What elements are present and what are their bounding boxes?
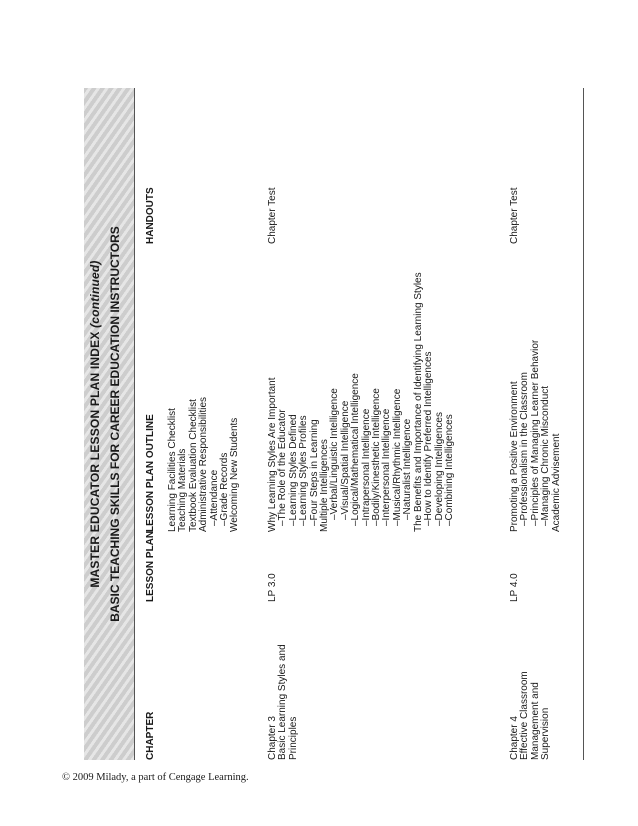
outline-item: –Four Steps in Learning <box>308 419 320 526</box>
outline-item: –How to Identify Preferred Intelligences <box>423 351 435 526</box>
outline-cell <box>510 340 562 532</box>
page-title <box>88 88 102 760</box>
chapter-line: Basic Learning Styles and <box>277 644 289 760</box>
outline-item: The Benefits and Importance of Identifying Learning Styles <box>412 272 424 532</box>
outline-cell <box>168 397 241 532</box>
outline-item: Teaching Materials <box>177 448 189 532</box>
page-subtitle: BASIC TEACHING SKILLS FOR CAREER EDUCATION INSTRUCTORS <box>108 226 122 622</box>
chapter-line: Principles <box>287 716 299 760</box>
outline-item: –Managing Chronic Misconduct <box>540 385 552 526</box>
outline-item: –Verbal/Linguistic Intelligence <box>329 388 341 520</box>
handouts-cell: Chapter Test <box>509 187 520 244</box>
outline-item: Learning Facilities Checklist <box>167 408 178 532</box>
outline-item: Administrative Responsibilities <box>198 396 210 532</box>
chapter-line: Management and <box>529 682 541 760</box>
outline-item: –Grade Records <box>219 452 231 526</box>
outline-item: –Combining Intelligences <box>443 414 455 526</box>
outline-item: Academic Advisement <box>550 433 562 532</box>
outline-item: –Principles of Managing Learner Behavior <box>529 339 541 526</box>
outline-item: –Learning Styles Profiles <box>298 415 310 526</box>
chapter-cell <box>268 644 299 760</box>
chapter-line: Chapter 3 <box>267 716 278 760</box>
outline-item: –Naturalist Intelligence <box>402 418 414 520</box>
outline-item: –Intrapersonal Intelligence <box>360 408 372 526</box>
col-handouts-header: HANDOUTS <box>145 187 156 244</box>
outline-item: –Attendance <box>208 469 220 526</box>
title-continued: (continued) <box>88 260 102 328</box>
chapter-cell <box>510 671 552 760</box>
outline-item: Promoting a Positive Environment <box>509 381 520 532</box>
outline-cell <box>268 272 455 532</box>
outline-item: –Visual/Spatial Intelligence <box>339 400 351 520</box>
outline-item: –Developing Intelligences <box>433 412 445 526</box>
outline-item: –Interpersonal Intelligence <box>381 408 393 526</box>
outline-item: –Learning Styles Defined <box>287 414 299 526</box>
bottom-rule <box>583 88 584 760</box>
outline-item: –Logical/Mathematical Intelligence <box>350 373 362 526</box>
lesson-plan-cell: LP 3.0 <box>267 573 278 602</box>
col-lesson-plan-header: LESSON PLAN <box>145 530 156 602</box>
outline-item: –Musical/Rhythmic Intelligence <box>391 388 403 526</box>
outline-item: Why Learning Styles Are Important <box>267 377 278 532</box>
title-main: MASTER EDUCATOR LESSON PLAN INDEX <box>88 331 102 588</box>
copyright-footer: © 2009 Milady, a part of Cengage Learning. <box>62 772 249 783</box>
lesson-plan-cell: LP 4.0 <box>509 573 520 602</box>
col-outline-header: LESSON PLAN OUTLINE <box>145 414 156 532</box>
outline-item: –Professionalism in the Classroom <box>519 372 531 526</box>
outline-item: Welcoming New Students <box>229 417 241 532</box>
outline-item: –The Role of the Educator <box>277 409 289 526</box>
outline-item: –Bodily/Kinesthetic Intelligence <box>371 388 383 526</box>
col-chapter-header: CHAPTER <box>145 711 156 760</box>
chapter-line: Supervision <box>540 707 552 760</box>
handouts-cell: Chapter Test <box>267 187 278 244</box>
outline-item: Multiple Intelligences <box>319 439 331 532</box>
header-rule <box>134 88 135 760</box>
outline-item: Textbook Evaluation Checklist <box>187 399 199 532</box>
chapter-line: Effective Classroom <box>519 671 531 760</box>
chapter-line: Chapter 4 <box>509 716 520 760</box>
